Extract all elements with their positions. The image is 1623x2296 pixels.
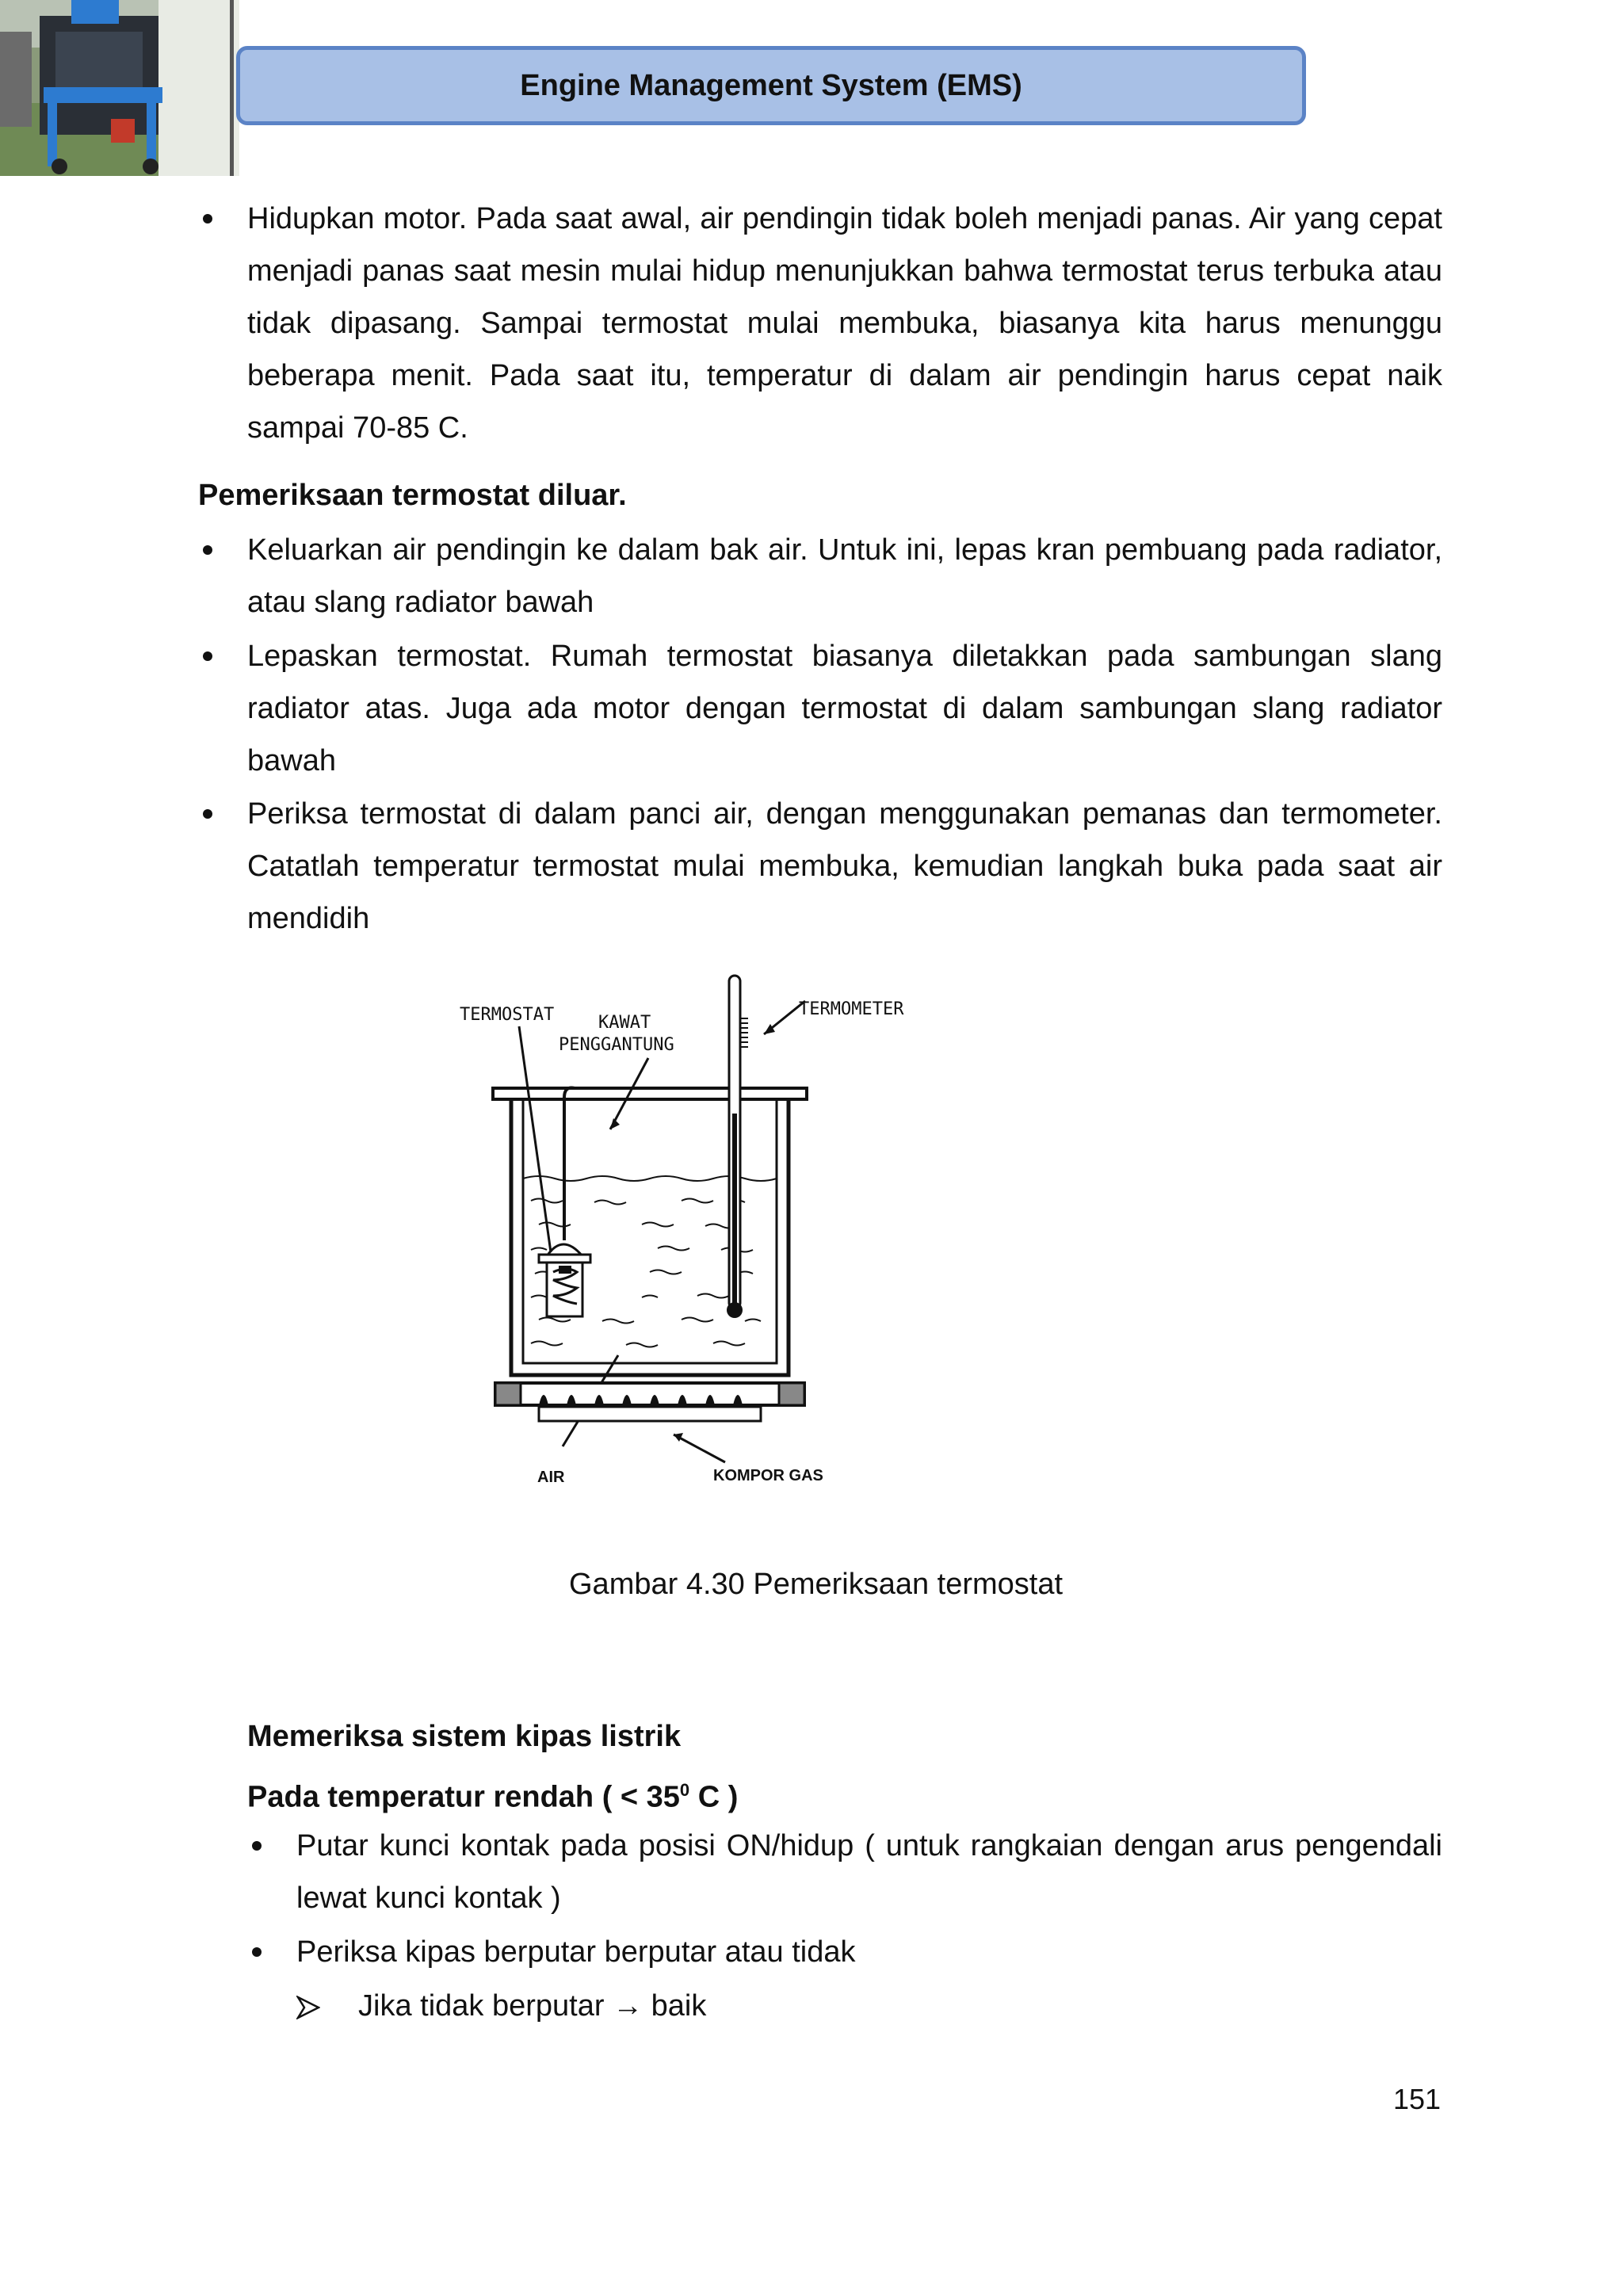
arrow-right-icon: →	[613, 1989, 643, 2023]
label-penggantung: PENGGANTUNG	[559, 1035, 674, 1055]
label-termometer: TERMOMETER	[799, 999, 904, 1019]
sub-bullet-prefix: Jika tidak berputar	[358, 1989, 605, 2023]
section2-sub-bullet	[358, 1980, 1071, 2032]
figure-caption: Gambar 4.30 Pemeriksaan termostat	[569, 1568, 1064, 1601]
label-air: AIR	[537, 1469, 565, 1486]
section1-bullet-1: Keluarkan air pendingin ke dalam bak air. Untuk ini, lepas kran pembuang pada radiator, atau slang radiator bawah	[247, 533, 1442, 619]
section1-bullet-3: Periksa termostat di dalam panci air, dengan menggunakan pemanas dan termometer. Catatlah temperatur termostat mulai membuka, kemudian langkah buka pada saat air mendidih	[247, 797, 1442, 935]
bullet-dot	[252, 1947, 262, 1957]
header-title: Engine Management System (EMS)	[520, 68, 1022, 102]
section1-bullet-2: Lepaskan termostat. Rumah termostat biasanya diletakkan pada sambungan slang radiator atas. Juga ada motor dengan termostat di dalam sambungan slang radiator bawah	[247, 640, 1442, 777]
section2-subheading	[247, 1764, 738, 1824]
thermostat-test-diagram	[444, 971, 935, 1494]
section2-heading: Memeriksa sistem kipas listrik	[247, 1720, 682, 1753]
bullet-dot	[203, 651, 212, 661]
arrowhead-bullet-icon	[296, 1980, 320, 2032]
section2-bullet-1: Putar kunci kontak pada posisi ON/hidup ( untuk rangkaian dengan arus pengendali lewat kunci kontak )	[296, 1829, 1442, 1915]
corner-photo	[0, 0, 239, 176]
page-number: 151	[1393, 2083, 1442, 2115]
bullet-dot	[203, 809, 212, 819]
intro-paragraph: Hidupkan motor. Pada saat awal, air pendingin tidak boleh menjadi panas. Air yang cepat menjadi panas saat mesin mulai hidup menunjukkan bahwa termostat terus terbuka atau tidak dipasang. Sampai termostat mulai membuka, biasanya kita harus menunggu beberapa menit. Pada saat itu, temperatur di dalam air pendingin harus cepat naik sampai 70-85 C.	[247, 202, 1442, 445]
section2-bullet-2: Periksa kipas berputar berputar atau tidak	[296, 1935, 856, 1969]
sub-bullet-suffix: baik	[651, 1989, 707, 2023]
section1-heading: Pemeriksaan termostat diluar.	[198, 479, 627, 512]
subheading-prefix: Pada temperatur rendah ( < 35	[247, 1780, 680, 1814]
bullet-dot	[252, 1841, 262, 1851]
thermostat-test-figure	[444, 971, 935, 1494]
subheading-degree: 0	[679, 1780, 690, 1800]
label-kawat: KAWAT	[598, 1013, 651, 1033]
bullet-dot	[203, 545, 212, 555]
bullet-dot	[203, 214, 212, 223]
subheading-suffix: C )	[689, 1780, 739, 1814]
label-termostat: TERMOSTAT	[460, 1005, 555, 1025]
label-kompor: KOMPOR GAS	[713, 1467, 823, 1484]
header-title-box	[236, 46, 1306, 125]
